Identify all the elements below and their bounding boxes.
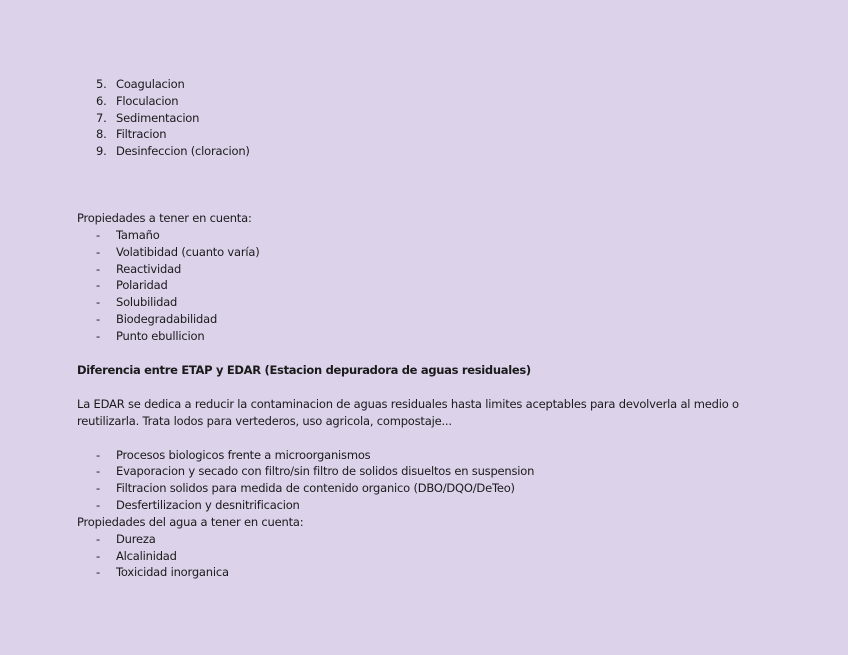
list-item-text: Desfertilizacion y desnitrificacion (116, 497, 300, 512)
list-number: 5. (96, 77, 107, 91)
dash-marker: - (96, 565, 100, 580)
list-item (77, 548, 777, 565)
spacer (77, 379, 777, 396)
list-item-text: Coagulacion (116, 77, 185, 91)
list-item (77, 480, 777, 497)
list-number: 9. (96, 144, 107, 159)
list-item-text: Filtracion (116, 127, 167, 142)
list-item (77, 294, 777, 311)
list-number: 6. (96, 93, 107, 108)
list-item-text: Desinfeccion (cloracion) (116, 144, 250, 159)
dash-marker: - (96, 497, 100, 512)
list-item (77, 143, 777, 160)
list-item (77, 497, 777, 514)
numbered-list (77, 76, 777, 160)
list-item-text: Evaporacion y secado con filtro/sin filtro de solidos disueltos en suspension (116, 464, 535, 479)
list-item-text: Reactividad (116, 261, 182, 276)
properties-title: Propiedades a tener en cuenta: (77, 210, 252, 225)
water-properties-list (77, 531, 777, 581)
properties-list (77, 227, 777, 345)
list-item (77, 564, 777, 581)
dash-marker: - (96, 447, 100, 462)
dash-marker: - (96, 278, 100, 293)
paragraph: La EDAR se dedica a reducir la contaminacion de aguas residuales hasta limites aceptables para devolverla al medio o reutilizarla. Trata lodos para vertederos, uso agricola, compostaje... (77, 396, 739, 428)
dash-marker: - (96, 464, 100, 479)
dash-marker: - (96, 227, 100, 242)
list-item-text: Dureza (116, 531, 156, 546)
list-item (77, 311, 777, 328)
dash-marker: - (96, 531, 100, 546)
list-item-text: Tamaño (116, 227, 160, 242)
list-item-text: Volatibidad (cuanto varía) (116, 244, 260, 259)
list-item (77, 447, 777, 464)
processes-list (77, 447, 777, 514)
list-item (77, 277, 777, 294)
list-item-text: Polaridad (116, 278, 168, 293)
document-content (77, 76, 777, 581)
dash-marker: - (96, 328, 100, 343)
list-item (77, 126, 777, 143)
dash-marker: - (96, 481, 100, 496)
list-item (77, 261, 777, 278)
dash-marker: - (96, 295, 100, 310)
section-heading: Diferencia entre ETAP y EDAR (Estacion depuradora de aguas residuales) (77, 362, 531, 377)
list-item-text: Toxicidad inorganica (116, 565, 229, 580)
spacer (77, 345, 777, 362)
list-item-text: Alcalinidad (116, 548, 177, 563)
list-item-text: Biodegradabilidad (116, 311, 218, 326)
dash-marker: - (96, 548, 100, 563)
dash-marker: - (96, 244, 100, 259)
water-properties-title: Propiedades del agua a tener en cuenta: (77, 514, 304, 529)
list-number: 8. (96, 127, 107, 142)
list-item-text: Solubilidad (116, 295, 178, 310)
list-item-text: Filtracion solidos para medida de contenido organico (DBO/DQO/DeTeo) (116, 481, 515, 496)
list-item (77, 463, 777, 480)
spacer (77, 430, 777, 447)
spacer (77, 193, 777, 210)
dash-marker: - (96, 311, 100, 326)
dash-marker: - (96, 261, 100, 276)
list-item (77, 110, 777, 127)
spacer (77, 160, 777, 193)
list-item (77, 328, 777, 345)
list-item (77, 227, 777, 244)
list-item-text: Procesos biologicos frente a microorganismos (116, 447, 371, 462)
list-item (77, 93, 777, 110)
list-item (77, 244, 777, 261)
list-item-text: Floculacion (116, 93, 179, 108)
list-item (77, 531, 777, 548)
list-item (77, 76, 777, 93)
list-item-text: Punto ebullicion (116, 328, 205, 343)
list-number: 7. (96, 110, 107, 125)
list-item-text: Sedimentacion (116, 110, 200, 125)
